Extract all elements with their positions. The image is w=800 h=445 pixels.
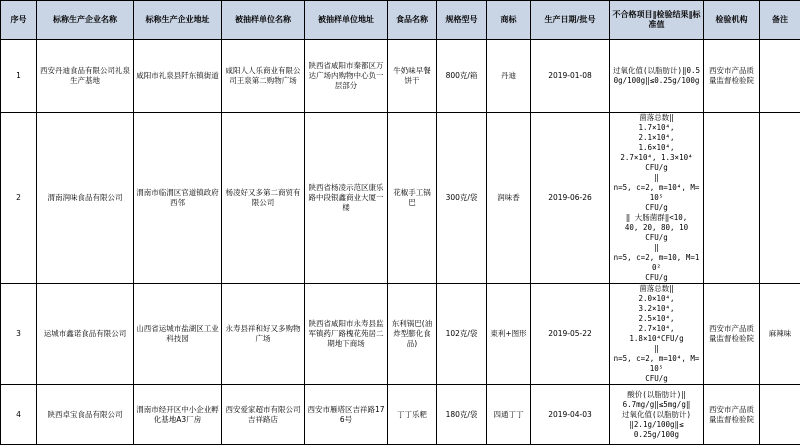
cell-standard[interactable]: 菌落总数‖ 1.7×10⁴, 2.1×10⁴, 1.6×10⁴, 2.7×10⁴, 1.3×10⁴ CFU/g ‖ n=5, c=2, m=10⁴, M=10⁵ CFU/g ‖ 大肠菌群‖<10, 40, 20, 80, 10 CFU/g ‖ n=5, c=2, m=10, M=10² CFU/g [610,113,704,284]
cell-maker-address[interactable]: 渭南市临渭区官道镇政府西邻 [134,113,222,284]
cell-no[interactable]: 4 [1,385,37,445]
cell-spec[interactable]: 300克/袋 [437,113,487,284]
cell-brand[interactable]: 润味香 [487,113,531,284]
cell-sampled-address[interactable]: 西安市雁塔区吉祥路176号 [305,385,388,445]
cell-sampled-unit[interactable]: 杨凌好又多第二商贸有限公司 [222,113,305,284]
header-note[interactable]: 备注 [760,1,800,40]
cell-agency[interactable]: 西安市产品质量监督检验院 [704,385,760,445]
cell-spec[interactable]: 180克/袋 [437,385,487,445]
cell-note[interactable] [760,385,800,445]
cell-agency[interactable] [704,113,760,284]
cell-sampled-unit[interactable]: 咸阳人人乐商业有限公司王泉第二购物广场 [222,40,305,113]
cell-date[interactable]: 2019-04-03 [531,385,610,445]
cell-standard[interactable]: 过氧化值(以脂肪计)‖0.50g/100g‖≤0.25g/100g [610,40,704,113]
cell-no[interactable]: 2 [1,113,37,284]
cell-date[interactable]: 2019-06-26 [531,113,610,284]
cell-spec[interactable]: 102克/袋 [437,284,487,385]
table-row[interactable] [1,40,800,113]
cell-date[interactable]: 2019-01-08 [531,40,610,113]
table-row[interactable] [1,113,800,284]
cell-sampled-unit[interactable]: 永寿县祥和好又多购物广场 [222,284,305,385]
cell-food-name[interactable]: 丁丁乐粑 [388,385,437,445]
cell-agency[interactable]: 西安市产品质量监督检验院 [704,40,760,113]
cell-sampled-address[interactable]: 陕西省咸阳市永寿县监军镇药厂路槐花苑居二期地下商场 [305,284,388,385]
cell-note[interactable]: 麻辣味 [760,284,800,385]
header-spec[interactable]: 规格型号 [437,1,487,40]
cell-maker[interactable]: 陕西卓宝食品有限公司 [37,385,134,445]
table-row[interactable] [1,284,800,385]
cell-maker[interactable]: 渭南润味食品有限公司 [37,113,134,284]
cell-no[interactable]: 1 [1,40,37,113]
cell-note[interactable] [760,113,800,284]
cell-food-name[interactable]: 东利锅巴(油炸型膨化食品) [388,284,437,385]
header-no[interactable]: 序号 [1,1,37,40]
header-maker-address[interactable]: 标称生产企业地址 [134,1,222,40]
cell-brand[interactable]: 東利+图形 [487,284,531,385]
table-row[interactable] [1,385,800,445]
header-agency[interactable]: 检验机构 [704,1,760,40]
header-brand[interactable]: 商标 [487,1,531,40]
header-row [1,1,800,40]
cell-food-name[interactable]: 牛奶味早餐饼干 [388,40,437,113]
cell-sampled-address[interactable]: 陕西省杨凌示范区康乐路中段银鑫商业大厦一楼 [305,113,388,284]
header-food-name[interactable]: 食品名称 [388,1,437,40]
cell-sampled-address[interactable]: 陕西省咸阳市秦都区万达广场内购物中心负一层部分 [305,40,388,113]
cell-food-name[interactable]: 花椒手工锅巴 [388,113,437,284]
cell-standard[interactable]: 菌落总数‖ 2.0×10⁴, 3.2×10⁴, 2.5×10⁴, 2.7×10⁴, 1.8×10⁴CFU/g ‖ n=5, c=2, m=10⁴, M=10⁵ CFU/g [610,284,704,385]
cell-standard[interactable]: 酸价(以脂肪计)‖ 6.7mg/g‖≤5mg/g‖ 过氧化值(以脂肪计) ‖2.1g/100g‖≤ 0.25g/100g [610,385,704,445]
header-standard[interactable]: 不合格项目‖检验结果‖标准值 [610,1,704,40]
cell-sampled-unit[interactable]: 西安爱家超市有限公司吉祥路店 [222,385,305,445]
cell-maker-address[interactable]: 渭南市经开区中小企业孵化基地A3厂房 [134,385,222,445]
cell-maker[interactable]: 运城市鑫诺食品有限公司 [37,284,134,385]
cell-maker-address[interactable]: 咸阳市礼泉县阡东镇街道 [134,40,222,113]
cell-brand[interactable]: 丹迪 [487,40,531,113]
cell-date[interactable]: 2019-05-22 [531,284,610,385]
header-date[interactable]: 生产日期/批号 [531,1,610,40]
cell-agency[interactable]: 西安市产品质量监督检验院 [704,284,760,385]
cell-no[interactable]: 3 [1,284,37,385]
header-maker[interactable]: 标称生产企业名称 [37,1,134,40]
cell-spec[interactable]: 800克/箱 [437,40,487,113]
cell-maker-address[interactable]: 山西省运城市盐湖区工业科技园 [134,284,222,385]
cell-maker[interactable]: 西安丹迪食品有限公司礼泉生产基地 [37,40,134,113]
cell-brand[interactable]: 四通丁丁 [487,385,531,445]
cell-note[interactable] [760,40,800,113]
header-sampled-address[interactable]: 被抽样单位地址 [305,1,388,40]
header-sampled-unit[interactable]: 被抽样单位名称 [222,1,305,40]
